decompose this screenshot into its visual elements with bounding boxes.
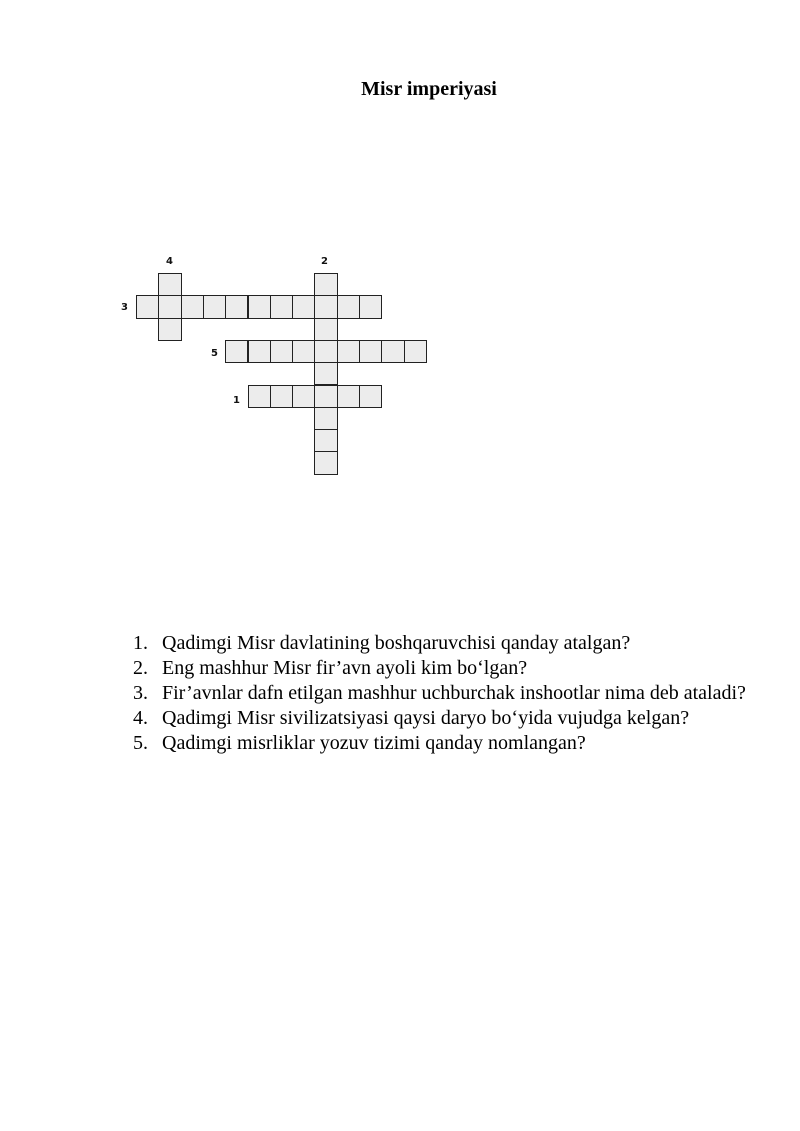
crossword-cell[interactable]: [270, 340, 293, 363]
crossword-cell[interactable]: [337, 385, 360, 408]
crossword-cell[interactable]: [337, 340, 360, 363]
crossword-cell[interactable]: [314, 295, 337, 318]
crossword-grid: [0, 0, 800, 520]
word-number-2: 2: [321, 256, 328, 267]
crossword-cell[interactable]: [314, 273, 337, 296]
crossword-cell[interactable]: [158, 318, 181, 341]
clue-text: Qadimgi misrliklar yozuv tizimi qanday nomlangan?: [162, 732, 586, 754]
clue-item: [133, 631, 773, 656]
crossword-cell[interactable]: [248, 340, 271, 363]
clue-number: 4.: [133, 707, 148, 729]
clue-item: [133, 731, 773, 756]
crossword-cell[interactable]: [270, 295, 293, 318]
crossword-cell[interactable]: [404, 340, 427, 363]
crossword-cell[interactable]: [158, 273, 181, 296]
crossword-cell[interactable]: [359, 295, 382, 318]
crossword-cell[interactable]: [292, 340, 315, 363]
crossword-cell[interactable]: [314, 385, 337, 408]
crossword-cell[interactable]: [158, 295, 181, 318]
crossword-cell[interactable]: [314, 429, 337, 452]
clue-text: Qadimgi Misr davlatining boshqaruvchisi qanday atalgan?: [162, 632, 631, 654]
crossword-cell[interactable]: [314, 362, 337, 385]
page-title: Misr imperiyasi: [361, 78, 497, 100]
crossword-cell[interactable]: [248, 295, 271, 318]
clue-number: 3.: [133, 682, 148, 704]
crossword-cell[interactable]: [314, 340, 337, 363]
crossword-cell[interactable]: [292, 295, 315, 318]
clue-item: [133, 656, 773, 681]
word-number-5: 5: [211, 348, 218, 359]
word-number-1: 1: [233, 395, 240, 406]
crossword-cell[interactable]: [225, 340, 248, 363]
crossword-cell[interactable]: [136, 295, 159, 318]
clue-list: [133, 631, 773, 756]
crossword-cell[interactable]: [314, 451, 337, 474]
crossword-cell[interactable]: [381, 340, 404, 363]
crossword-cell[interactable]: [359, 340, 382, 363]
crossword-cell[interactable]: [314, 407, 337, 430]
word-number-3: 3: [121, 302, 128, 313]
clue-text: Qadimgi Misr sivilizatsiyasi qaysi daryo bo‘yida vujudga kelgan?: [162, 707, 690, 729]
crossword-cell[interactable]: [181, 295, 204, 318]
clue-item: [133, 681, 773, 706]
clue-item: [133, 706, 773, 731]
clue-number: 1.: [133, 632, 148, 654]
crossword-cell[interactable]: [359, 385, 382, 408]
word-number-4: 4: [166, 256, 173, 267]
clue-text: Fir’avnlar dafn etilgan mashhur uchburchak inshootlar nima deb ataladi?: [162, 682, 746, 704]
clue-number: 2.: [133, 657, 148, 679]
crossword-cell[interactable]: [337, 295, 360, 318]
crossword-cell[interactable]: [248, 385, 271, 408]
clue-text: Eng mashhur Misr fir’avn ayoli kim bo‘lgan?: [162, 657, 528, 679]
crossword-cell[interactable]: [203, 295, 226, 318]
crossword-cell[interactable]: [314, 318, 337, 341]
crossword-cell[interactable]: [292, 385, 315, 408]
crossword-cell[interactable]: [225, 295, 248, 318]
clue-number: 5.: [133, 732, 148, 754]
crossword-cell[interactable]: [270, 385, 293, 408]
